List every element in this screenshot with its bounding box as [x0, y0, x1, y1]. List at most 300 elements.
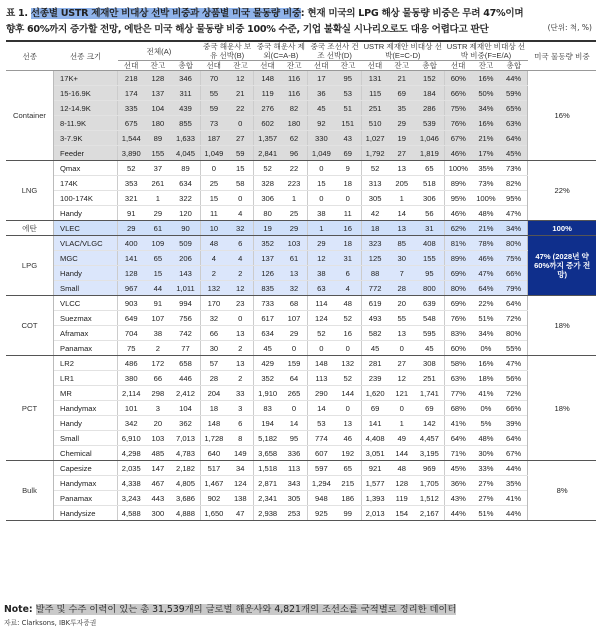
table-cell: 13 — [227, 326, 254, 341]
table-cell: 65 — [144, 251, 171, 266]
note — [4, 601, 456, 615]
table-row — [6, 191, 596, 206]
table-cell: 486 — [118, 356, 145, 371]
subheader-0-2: 총합 — [171, 61, 200, 71]
table-cell: 69 — [335, 146, 362, 161]
table-row — [6, 506, 596, 521]
table-cell: 34% — [472, 101, 500, 116]
table-cell: 186 — [335, 491, 362, 506]
table-cell: 21 — [388, 71, 415, 86]
table-cell: 2,035 — [118, 461, 145, 476]
table-cell: 51% — [472, 506, 500, 521]
table-cell: 32 — [281, 281, 308, 296]
table-cell: 0 — [227, 191, 254, 206]
table-cell: 649 — [118, 311, 145, 326]
table-cell: 322 — [171, 191, 200, 206]
table-cell: 408 — [415, 236, 444, 251]
table-row — [6, 416, 596, 431]
table-cell: 44% — [500, 506, 528, 521]
table-cell: 0 — [281, 401, 308, 416]
table-cell: 362 — [171, 416, 200, 431]
table-cell: 75 — [118, 341, 145, 356]
table-cell: 28 — [200, 371, 227, 386]
table-cell: 18% — [472, 371, 500, 386]
table-cell: 155 — [415, 251, 444, 266]
table-cell: 300 — [144, 506, 171, 521]
size-label: Aframax — [54, 326, 118, 341]
table-cell: 48 — [388, 461, 415, 476]
table-cell: 967 — [118, 281, 145, 296]
table-cell: 19 — [388, 131, 415, 146]
table-cell: 113 — [281, 461, 308, 476]
table-cell: 89% — [444, 251, 472, 266]
table-cell: 88 — [361, 266, 388, 281]
table-cell: 969 — [415, 461, 444, 476]
table-cell: 73% — [500, 161, 528, 176]
table-cell: 61 — [281, 251, 308, 266]
size-label: LR2 — [54, 356, 118, 371]
table-cell: 429 — [254, 356, 281, 371]
table-cell: 251 — [361, 101, 388, 116]
table-cell: 27% — [472, 491, 500, 506]
table-cell: 16% — [472, 71, 500, 86]
table-row — [6, 146, 596, 161]
table-cell: 1,393 — [361, 491, 388, 506]
size-label: 174K — [54, 176, 118, 191]
table-cell: 103 — [144, 431, 171, 446]
table-row — [6, 206, 596, 221]
size-label: MGC — [54, 251, 118, 266]
table-cell: 42 — [361, 206, 388, 221]
table-cell: 4 — [227, 251, 254, 266]
table-cell: 9 — [335, 161, 362, 176]
table-cell: 114 — [308, 296, 335, 311]
table-cell: 170 — [200, 296, 227, 311]
table-cell: 59 — [200, 101, 227, 116]
size-label: VLEC — [54, 221, 118, 236]
table-cell: 99 — [335, 506, 362, 521]
table-cell: 772 — [361, 281, 388, 296]
table-cell: 194 — [254, 416, 281, 431]
table-cell: 2,182 — [171, 461, 200, 476]
table-cell: 704 — [118, 326, 145, 341]
table-cell: 91 — [118, 206, 145, 221]
table-cell: 597 — [308, 461, 335, 476]
group-label: PCT — [6, 356, 54, 461]
table-cell: 619 — [361, 296, 388, 311]
table-cell: 2 — [144, 341, 171, 356]
table-cell: 53 — [335, 86, 362, 101]
table-cell: 104 — [171, 401, 200, 416]
table-cell: 52 — [361, 161, 388, 176]
table-cell: 73 — [200, 116, 227, 131]
subheader-4-0: 선대 — [361, 61, 388, 71]
table-cell: 239 — [361, 371, 388, 386]
table-cell: 138 — [227, 491, 254, 506]
table-cell: 56 — [415, 206, 444, 221]
table-cell: 77% — [444, 386, 472, 401]
us-share-cell: 47% (2028년 약 60%까지 증가 전망) — [528, 236, 596, 296]
table-row — [6, 281, 596, 296]
table-cell: 595 — [415, 326, 444, 341]
table-cell: 32 — [227, 221, 254, 236]
table-cell: 128 — [144, 71, 171, 86]
table-cell: 14 — [308, 401, 335, 416]
table-cell: 63 — [308, 281, 335, 296]
table-cell: 66% — [500, 266, 528, 281]
table-cell: 380 — [118, 371, 145, 386]
table-cell: 59 — [227, 146, 254, 161]
table-cell: 66% — [444, 86, 472, 101]
table-cell: 18 — [361, 221, 388, 236]
size-label: 100-174K — [54, 191, 118, 206]
table-row — [6, 86, 596, 101]
table-cell: 41% — [500, 491, 528, 506]
note-text: 발주 및 수주 이력이 있는 총 31,539개의 글로벌 해운사와 4,821개의 조선소를 국적별로 정리한 데이터 — [35, 604, 457, 615]
size-label: Handysize — [54, 506, 118, 521]
table-cell: 48 — [200, 236, 227, 251]
size-label: Panamax — [54, 491, 118, 506]
table-cell: 4 — [227, 206, 254, 221]
table-cell: 17% — [472, 146, 500, 161]
table-cell: 0 — [308, 191, 335, 206]
table-cell: 45% — [444, 461, 472, 476]
table-cell: 31 — [335, 251, 362, 266]
table-cell: 144 — [388, 446, 415, 461]
table-cell: 22 — [227, 101, 254, 116]
table-cell: 921 — [361, 461, 388, 476]
table-cell: 1,027 — [361, 131, 388, 146]
table-cell: 46% — [444, 206, 472, 221]
table-cell: 29 — [144, 206, 171, 221]
table-cell: 95% — [444, 191, 472, 206]
subheader-2-0: 선대 — [254, 61, 281, 71]
header-chn-built: 중국 조선사 건조 선박(D) — [308, 41, 362, 61]
table-cell: 2,114 — [118, 386, 145, 401]
table-cell: 290 — [308, 386, 335, 401]
table-cell: 1,792 — [361, 146, 388, 161]
table-cell: 73% — [472, 176, 500, 191]
table-cell: 23 — [227, 296, 254, 311]
table-cell: 16% — [472, 356, 500, 371]
table-cell: 19 — [254, 221, 281, 236]
size-label: Handy — [54, 206, 118, 221]
table-cell: 0% — [472, 401, 500, 416]
table-cell: 323 — [361, 236, 388, 251]
table-cell: 0 — [335, 401, 362, 416]
table-cell: 855 — [171, 116, 200, 131]
table-row — [6, 431, 596, 446]
table-row — [6, 131, 596, 146]
table-cell: 128 — [388, 476, 415, 491]
table-cell: 13 — [281, 266, 308, 281]
size-label: Handy — [54, 266, 118, 281]
table-cell: 55 — [200, 86, 227, 101]
table-cell: 155 — [144, 146, 171, 161]
table-cell: 251 — [415, 371, 444, 386]
table-cell: 2 — [227, 371, 254, 386]
table-cell: 115 — [361, 86, 388, 101]
subheader-3-0: 선대 — [308, 61, 335, 71]
table-cell: 298 — [144, 386, 171, 401]
table-cell: 148 — [308, 356, 335, 371]
header-ustr-ratio: USTR 제재안 비대상 선박 비중(F=E/A) — [444, 41, 528, 61]
table-row — [6, 491, 596, 506]
subheader-0-0: 선대 — [118, 61, 145, 71]
table-cell: 95% — [500, 191, 528, 206]
table-cell: 64% — [500, 296, 528, 311]
group-label: COT — [6, 296, 54, 356]
table-cell: 2,412 — [171, 386, 200, 401]
table-cell: 21 — [227, 86, 254, 101]
table-cell: 3,195 — [415, 446, 444, 461]
table-cell: 172 — [144, 356, 171, 371]
table-cell: 17 — [308, 71, 335, 86]
table-cell: 49 — [388, 431, 415, 446]
table-cell: 29 — [281, 326, 308, 341]
size-label: Handymax — [54, 476, 118, 491]
table-cell: 223 — [281, 176, 308, 191]
table-cell: 72% — [500, 311, 528, 326]
table-cell: 328 — [254, 176, 281, 191]
us-share-cell: 18% — [528, 296, 596, 356]
table-cell: 85 — [388, 236, 415, 251]
table-cell: 15 — [308, 176, 335, 191]
table-cell: 64% — [444, 431, 472, 446]
header-size: 선종 크기 — [54, 41, 118, 71]
table-cell: 353 — [118, 176, 145, 191]
table-cell: 120 — [171, 206, 200, 221]
table-cell: 125 — [361, 251, 388, 266]
table-cell: 82 — [281, 101, 308, 116]
subheader-5-0: 선대 — [444, 61, 472, 71]
group-label: Container — [6, 71, 54, 161]
size-label: 12-14.9K — [54, 101, 118, 116]
table-cell: 0 — [200, 161, 227, 176]
table-cell: 1,467 — [200, 476, 227, 491]
ship-data-table — [6, 40, 596, 521]
table-cell: 52 — [335, 371, 362, 386]
table-cell: 46% — [444, 146, 472, 161]
table-cell: 46 — [335, 431, 362, 446]
table-cell: 35% — [500, 476, 528, 491]
table-cell: 205 — [388, 176, 415, 191]
table-cell: 52 — [118, 161, 145, 176]
table-cell: 20 — [388, 296, 415, 311]
table-cell: 321 — [118, 191, 145, 206]
table-cell: 44% — [444, 506, 472, 521]
table-cell: 43% — [444, 491, 472, 506]
table-cell: 76% — [444, 116, 472, 131]
table-cell: 0% — [472, 341, 500, 356]
table-cell: 137 — [254, 251, 281, 266]
table-cell: 13 — [227, 356, 254, 371]
table-cell: 1,728 — [200, 431, 227, 446]
table-cell: 1 — [308, 221, 335, 236]
table-cell: 658 — [171, 356, 200, 371]
table-cell: 6 — [227, 416, 254, 431]
table-cell: 48% — [472, 431, 500, 446]
table-cell: 46% — [472, 251, 500, 266]
table-cell: 305 — [281, 491, 308, 506]
table-cell: 83% — [444, 326, 472, 341]
table-cell: 53 — [308, 416, 335, 431]
table-cell: 187 — [200, 131, 227, 146]
table-cell: 37 — [144, 161, 171, 176]
table-cell: 1,046 — [415, 131, 444, 146]
table-cell: 58 — [227, 176, 254, 191]
table-cell: 1,011 — [171, 281, 200, 296]
size-label: Qmax — [54, 161, 118, 176]
table-cell: 0 — [227, 116, 254, 131]
group-label: LPG — [6, 236, 54, 296]
size-label: 8-11.9K — [54, 116, 118, 131]
size-label: Feeder — [54, 146, 118, 161]
table-row — [6, 251, 596, 266]
table-cell: 95 — [415, 266, 444, 281]
table-row — [6, 476, 596, 491]
table-cell: 81% — [444, 236, 472, 251]
header-chn-owned: 중국 해운사 보유 선박(B) — [200, 41, 254, 61]
table-cell: 602 — [254, 116, 281, 131]
table-cell: 3,890 — [118, 146, 145, 161]
table-cell: 132 — [200, 281, 227, 296]
table-cell: 4,588 — [118, 506, 145, 521]
table-cell: 1,049 — [308, 146, 335, 161]
table-cell: 835 — [254, 281, 281, 296]
table-cell: 3,686 — [171, 491, 200, 506]
table-cell: 439 — [171, 101, 200, 116]
table-cell: 0 — [388, 341, 415, 356]
size-label: VLCC — [54, 296, 118, 311]
table-cell: 4,338 — [118, 476, 145, 491]
table-cell: 4,805 — [171, 476, 200, 491]
table-cell: 52 — [254, 161, 281, 176]
size-label: Handy — [54, 416, 118, 431]
table-cell: 89 — [144, 131, 171, 146]
header-total: 전체(A) — [118, 41, 201, 61]
table-cell: 4,783 — [171, 446, 200, 461]
table-cell: 70 — [200, 71, 227, 86]
table-cell: 206 — [171, 251, 200, 266]
table-cell: 548 — [415, 311, 444, 326]
table-cell: 1,577 — [361, 476, 388, 491]
table-row — [6, 356, 596, 371]
table-cell: 617 — [254, 311, 281, 326]
table-row — [6, 101, 596, 116]
table-cell: 12 — [388, 371, 415, 386]
table-cell: 56% — [500, 371, 528, 386]
table-cell: 64% — [472, 281, 500, 296]
table-cell: 742 — [171, 326, 200, 341]
table-cell: 1 — [388, 416, 415, 431]
table-row — [6, 296, 596, 311]
table-cell: 45 — [254, 341, 281, 356]
table-cell: 0 — [281, 341, 308, 356]
table-cell: 0 — [335, 341, 362, 356]
table-cell: 343 — [281, 476, 308, 491]
table-cell: 1,705 — [415, 476, 444, 491]
table-cell: 582 — [361, 326, 388, 341]
table-cell: 12 — [227, 71, 254, 86]
subheader-1-0: 선대 — [200, 61, 227, 71]
table-cell: 47 — [227, 506, 254, 521]
table-cell: 137 — [144, 86, 171, 101]
table-cell: 57 — [200, 356, 227, 371]
size-label: LR1 — [54, 371, 118, 386]
table-cell: 69% — [444, 266, 472, 281]
table-cell: 64% — [500, 131, 528, 146]
table-cell: 77 — [171, 341, 200, 356]
table-cell: 66 — [200, 326, 227, 341]
table-cell: 79% — [500, 281, 528, 296]
table-cell: 509 — [171, 236, 200, 251]
table-cell: 20 — [144, 416, 171, 431]
table-cell: 39% — [500, 416, 528, 431]
table-cell: 44% — [500, 461, 528, 476]
table-cell: 16 — [335, 326, 362, 341]
table-cell: 67% — [500, 446, 528, 461]
table-cell: 1,620 — [361, 386, 388, 401]
table-cell: 43 — [335, 131, 362, 146]
table-cell: 38 — [144, 326, 171, 341]
table-cell: 1,544 — [118, 131, 145, 146]
table-cell: 446 — [171, 371, 200, 386]
table-cell: 75% — [500, 251, 528, 266]
title-body: : 현재 미국의 LPG 해상 물동량 비중은 무려 47%이며 향후 60%까지 증가할 전망, 에탄은 미국 해상 물동량 비중 100% 수준, 기업 불확실 시나리오로도 대응 어렵다고 판단 — [6, 8, 524, 35]
table-cell: 1 — [281, 191, 308, 206]
table-cell: 38 — [308, 266, 335, 281]
table-cell: 218 — [118, 71, 145, 86]
table-cell: 8 — [227, 431, 254, 446]
table-cell: 510 — [361, 116, 388, 131]
us-share-cell: 18% — [528, 356, 596, 461]
table-cell: 41% — [472, 386, 500, 401]
table-cell: 21% — [472, 131, 500, 146]
table-row — [6, 221, 596, 236]
table-cell: 119 — [388, 491, 415, 506]
table-cell: 6 — [227, 236, 254, 251]
table-cell: 1,294 — [308, 476, 335, 491]
table-cell: 253 — [281, 506, 308, 521]
table-cell: 11 — [335, 206, 362, 221]
table-cell: 1 — [388, 191, 415, 206]
table-cell: 47% — [472, 266, 500, 281]
table-cell: 13 — [388, 326, 415, 341]
table-cell: 2,841 — [254, 146, 281, 161]
table-cell: 47% — [500, 356, 528, 371]
table-cell: 116 — [281, 86, 308, 101]
table-cell: 60% — [444, 71, 472, 86]
table-cell: 1,357 — [254, 131, 281, 146]
table-cell: 4,298 — [118, 446, 145, 461]
table-cell: 13 — [335, 416, 362, 431]
table-cell: 27% — [472, 476, 500, 491]
table-cell: 89% — [444, 176, 472, 191]
table-cell: 800 — [415, 281, 444, 296]
table-cell: 3,243 — [118, 491, 145, 506]
size-label: Small — [54, 431, 118, 446]
unit-label: (단위: 척, %) — [547, 23, 592, 32]
size-label: Suezmax — [54, 311, 118, 326]
table-cell: 903 — [118, 296, 145, 311]
size-label: 3-7.9K — [54, 131, 118, 146]
table-cell: 518 — [415, 176, 444, 191]
table-cell: 59% — [500, 86, 528, 101]
table-cell: 62% — [444, 221, 472, 236]
table-cell: 1,518 — [254, 461, 281, 476]
table-cell: 15 — [227, 161, 254, 176]
